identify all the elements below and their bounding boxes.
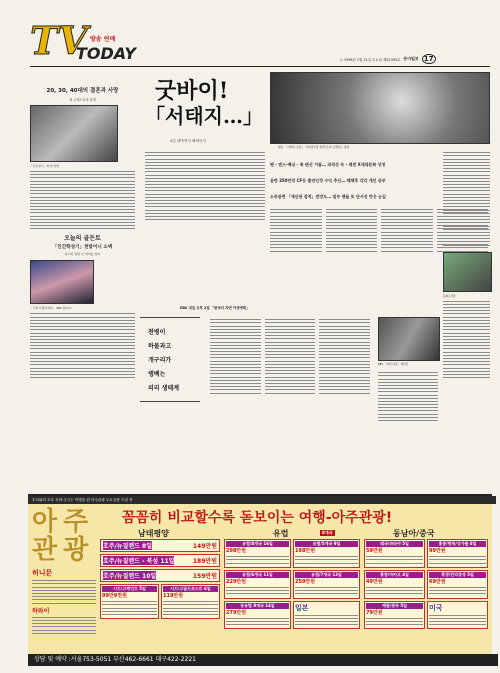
quote-line-4: 탱백는: [148, 371, 166, 378]
product-price: 119만원: [163, 593, 184, 599]
feature-headline: EBS 내일 오후 2일 「한국의 자연 야생생태」: [180, 306, 250, 310]
feature-quote: [140, 317, 200, 402]
product-item[interactable]: [224, 539, 291, 568]
ad-col-south-pacific: [100, 539, 220, 619]
product-name: 홍콩/방콕/싱가폴 8일: [429, 541, 486, 547]
product-name: 시드니/골드코스트 6일: [163, 586, 218, 592]
ad-honeymoon-label: 허니문: [32, 569, 53, 577]
ad-top-strip: 우리와의 조우 신뢰·주시는 여행을 편 아주관광 주요상품 모집 중: [28, 496, 496, 504]
product-item[interactable]: [293, 570, 360, 599]
product-item[interactable]: [364, 539, 425, 568]
product-item[interactable]: [364, 601, 425, 630]
left-headline-2: 오늘의 골든토: [64, 235, 101, 243]
left-subhead-1: 새 주제드라마 화제: [69, 98, 96, 102]
lead-photo: [270, 72, 490, 144]
product-name: 호주/뉴질랜드 8일: [103, 543, 153, 550]
left-subhead-2: 최고의 방황 더 재미를 찾자: [64, 252, 101, 257]
japan-box[interactable]: [293, 601, 360, 630]
product-price: 69만원: [429, 578, 446, 585]
lead-sub-2: 음반 350만장 CF등 출연인정 수익 추산… 해체후 각각 개인 공부: [270, 178, 386, 183]
product-price: 159만원: [192, 573, 217, 580]
product-name: 호주/뉴질랜드 - 북섬 11일: [103, 558, 175, 565]
quote-line-2: 하물과고: [148, 343, 172, 350]
product-price: 189만원: [192, 558, 217, 565]
product-price: 279만원: [226, 609, 247, 616]
masthead-rule: [30, 66, 490, 67]
ad-footer-contacts: 상담 및 예약 :서울753-5051 부산462-6661 대구422-2221: [34, 656, 196, 663]
product-item[interactable]: [224, 601, 291, 630]
lead-sub-3: 소동관련 「계산된 잠적」전망도… 일부 팬들 또 단서선 반응 눈길: [270, 194, 386, 199]
product-name: 북경/만리장성 5일: [429, 572, 486, 578]
product-name: 태국/파타야 5일: [366, 541, 423, 547]
product-name: 유럽/7개국 13일: [295, 572, 358, 578]
logo-tag: 방송 연예: [90, 36, 116, 43]
ad-col-asia: [364, 539, 488, 629]
tv-today-logo: [30, 18, 136, 66]
quote-line-1: 천병이: [148, 329, 166, 336]
left-photo-2-caption: 「주부가 좋아지다」 SBS 밤11시: [30, 306, 72, 311]
product-name: 동유럽 8개국 14일: [226, 603, 289, 609]
ad-slogan: 꼼꼼히 비교할수록 돋보이는 여행-아주관광!: [121, 510, 393, 526]
usa-label: 미국: [429, 603, 443, 612]
ad-hawaii-label: 하와이: [32, 607, 50, 615]
dateline: [340, 54, 490, 64]
lead-deck: 4년 대박연의 해체까지: [170, 139, 206, 143]
product-item[interactable]: [100, 584, 159, 619]
ad-region-south-pacific: 남태평양: [138, 529, 169, 538]
ad-region-europe: 유럽: [273, 529, 289, 538]
product-item[interactable]: [224, 570, 291, 599]
product-name: 호주/뉴질랜드 10일: [103, 573, 157, 580]
feature-photo-caption: EBS 「자연 다큐」 제작진: [378, 363, 409, 366]
feature-photo: [378, 317, 440, 361]
left-body-1: [30, 171, 135, 229]
product-price: 79만원: [366, 609, 383, 616]
right-photo-caption: 동화도서관: [443, 294, 456, 298]
product-name: 홍콩/마카오 4일: [366, 572, 423, 578]
product-price: 259만원: [295, 578, 316, 585]
product-price: 99만원: [429, 548, 446, 554]
product-item[interactable]: [427, 539, 488, 568]
logo-main: TV: [30, 18, 88, 63]
left-headline-1: 20, 30, 40대의 결혼과 사랑: [46, 88, 119, 94]
left-body-2: [30, 313, 135, 378]
page-number: 17: [423, 55, 434, 63]
lead-photo-caption: 팬들 「서태지 은퇴」 기자회견장 앞에 모여 오열하는 장면: [278, 145, 350, 149]
masthead: [0, 0, 500, 70]
product-price: 298만원: [226, 548, 247, 554]
ad-brand: 아주관광: [32, 507, 95, 565]
lead-sub-1: 팬 - 엔스·배낭 - 록 변신 거듭… 과격성 속 - 레젼 X세대문화 상징: [270, 162, 386, 167]
quote-line-5: 피리 생태계: [148, 385, 180, 392]
quote-line-3: 개구리가: [148, 357, 172, 364]
japan-label: 일본: [295, 603, 309, 612]
left-photo-1: [30, 105, 118, 162]
left-column: [30, 72, 135, 490]
right-body-1: [443, 152, 490, 245]
product-item[interactable]: [293, 539, 360, 568]
product-name: 유럽/8개국 16일: [226, 541, 289, 547]
date-text: ⊙ 1996년 1월 31일 수요일 제22395호: [340, 57, 401, 62]
lead-title-1: 굿바이!: [155, 78, 229, 104]
lead-body-left: [145, 150, 265, 222]
product-item[interactable]: [100, 569, 220, 582]
ad-left-list: [32, 568, 96, 636]
product-price: 198만원: [295, 548, 316, 554]
right-body-2: [443, 301, 490, 379]
travel-advertisement: [28, 494, 492, 666]
product-price: 99만9천원: [102, 593, 127, 599]
paper-name: 동아일보: [403, 56, 419, 61]
product-item[interactable]: [100, 554, 220, 567]
product-price: 229만원: [226, 578, 247, 585]
product-item[interactable]: [427, 570, 488, 599]
lead-story: [140, 72, 490, 302]
product-price: 149만원: [192, 543, 217, 550]
right-photo: [443, 252, 492, 292]
feature-body: [210, 317, 370, 396]
product-item[interactable]: [100, 539, 220, 552]
left-title-2: 「인간학성기」천랑이니 소맥: [52, 245, 113, 251]
ad-region-asia: 동남아/중국: [393, 529, 435, 538]
right-column: [443, 150, 490, 490]
product-item[interactable]: [161, 584, 220, 619]
product-price: 49만원: [366, 578, 383, 585]
product-name: 유럽/6개국 11일: [226, 572, 289, 578]
ad-footer: [28, 654, 498, 666]
ad-col-europe: [224, 539, 360, 629]
product-item[interactable]: [364, 570, 425, 599]
usa-box[interactable]: [427, 601, 488, 630]
lead-title-2: 「서태지…」: [145, 104, 263, 128]
left-photo-2: [30, 260, 94, 304]
feature-body-right: [378, 370, 438, 423]
product-name: 시드니/캐언즈 5일: [102, 586, 157, 592]
product-name: 계림/광주 5일: [366, 603, 423, 609]
left-photo-1-caption: 「신혼일기」의 한 장면: [30, 164, 59, 168]
ad-region-tag: 8개국: [322, 530, 333, 535]
feature-story: [140, 305, 440, 490]
product-price: 59만원: [366, 548, 383, 554]
product-name: 유럽/5개국 9일: [295, 541, 358, 547]
logo-sub: TODAY: [76, 44, 136, 63]
